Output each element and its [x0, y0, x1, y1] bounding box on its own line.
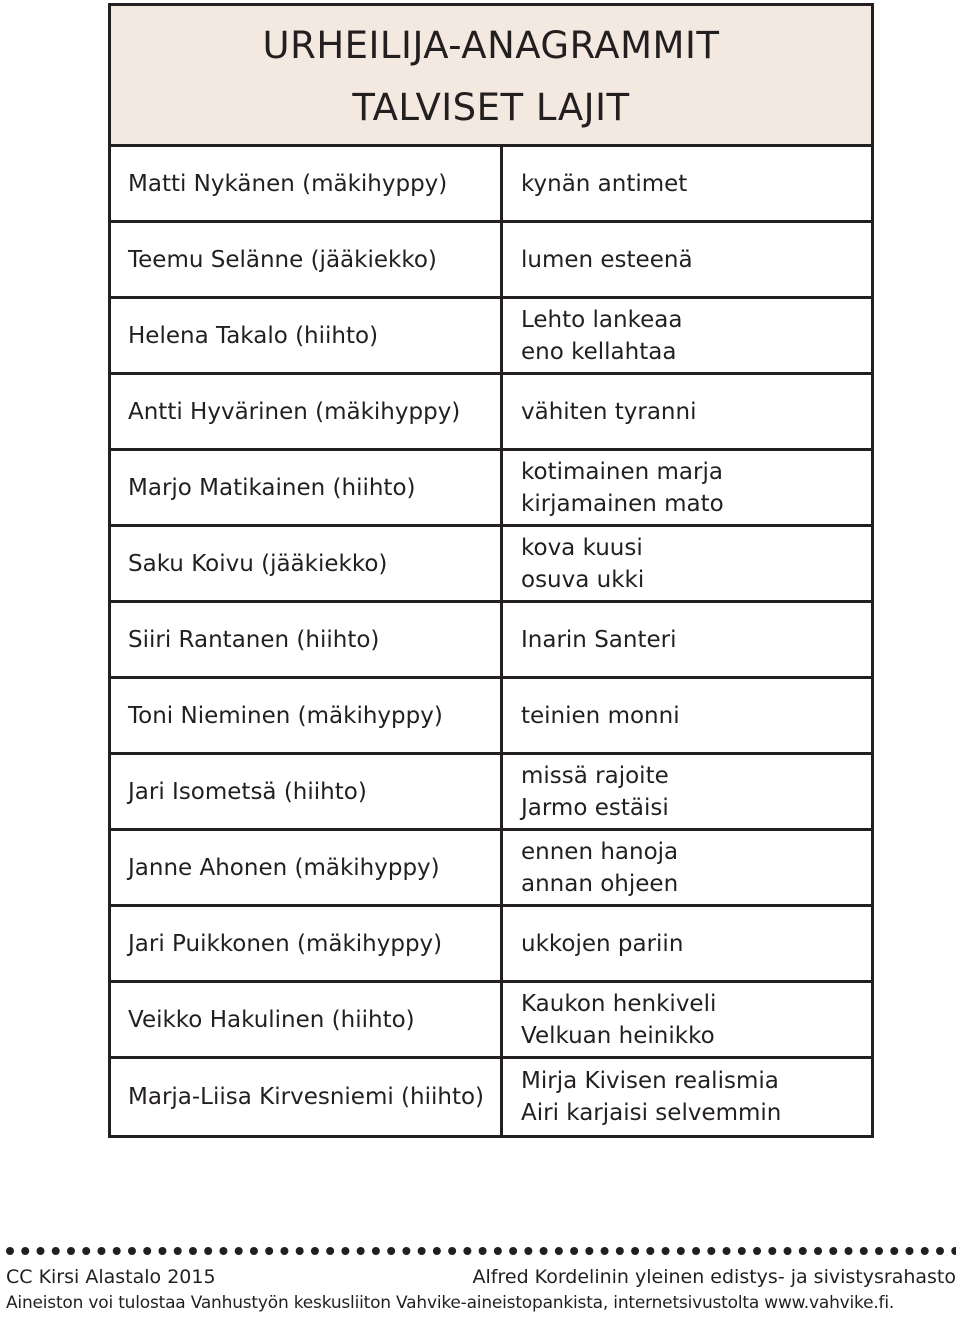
divider-dot	[296, 1247, 304, 1255]
footer-author: CC Kirsi Alastalo 2015	[6, 1266, 216, 1288]
anagram-cell	[503, 223, 871, 296]
divider-dot	[936, 1247, 944, 1255]
table-row	[111, 1059, 871, 1135]
anagram-cell	[503, 1059, 871, 1135]
footer-note: Aineiston voi tulostaa Vanhustyön keskusliiton Vahvike-aineistopankista, internetsivustolta www.vahvike.fi.	[6, 1293, 895, 1313]
table-row	[111, 603, 871, 679]
divider-dot	[6, 1247, 14, 1255]
table-row	[111, 375, 871, 451]
divider-dot	[174, 1247, 182, 1255]
divider-dot	[326, 1247, 334, 1255]
divider-dot	[341, 1247, 349, 1255]
divider-dot	[219, 1247, 227, 1255]
anagram-line: kirjamainen mato	[521, 490, 724, 517]
anagram-cell	[503, 603, 871, 676]
divider-dot	[860, 1247, 868, 1255]
divider-dot	[158, 1247, 166, 1255]
athlete-cell: Veikko Hakulinen (hiihto)	[111, 983, 503, 1056]
dotted-divider	[6, 1246, 956, 1256]
divider-dot	[829, 1247, 837, 1255]
anagram-line: ennen hanoja	[521, 838, 679, 865]
anagram-line: kotimainen marja	[521, 458, 723, 485]
divider-dot	[387, 1247, 395, 1255]
divider-dot	[677, 1247, 685, 1255]
table-row	[111, 755, 871, 831]
divider-dot	[463, 1247, 471, 1255]
divider-dot	[738, 1247, 746, 1255]
divider-dot	[784, 1247, 792, 1255]
anagram-line: osuva ukki	[521, 566, 645, 593]
anagram-line: annan ohjeen	[521, 870, 679, 897]
divider-dot	[494, 1247, 502, 1255]
divider-dot	[418, 1247, 426, 1255]
athlete-cell: Saku Koivu (jääkiekko)	[111, 527, 503, 600]
divider-dot	[402, 1247, 410, 1255]
anagram-line: eno kellahtaa	[521, 338, 677, 365]
anagram-line: kynän antimet	[521, 170, 688, 197]
anagram-cell	[503, 983, 871, 1056]
table-row	[111, 679, 871, 755]
anagram-line: lumen esteenä	[521, 246, 693, 273]
divider-dot	[448, 1247, 456, 1255]
divider-dot	[143, 1247, 151, 1255]
anagram-line: Lehto lankeaa	[521, 306, 683, 333]
anagram-line: Kaukon henkiveli	[521, 990, 717, 1017]
athlete-cell: Matti Nykänen (mäkihyppy)	[111, 147, 503, 220]
divider-dot	[357, 1247, 365, 1255]
divider-dot	[280, 1247, 288, 1255]
divider-dot	[707, 1247, 715, 1255]
divider-dot	[646, 1247, 654, 1255]
table-row	[111, 907, 871, 983]
anagram-cell	[503, 299, 871, 372]
divider-dot	[585, 1247, 593, 1255]
anagram-cell	[503, 527, 871, 600]
table-row	[111, 527, 871, 603]
divider-dot	[21, 1247, 29, 1255]
divider-dot	[509, 1247, 517, 1255]
divider-dot	[875, 1247, 883, 1255]
anagram-cell	[503, 147, 871, 220]
anagram-line: Velkuan heinikko	[521, 1022, 715, 1049]
divider-dot	[768, 1247, 776, 1255]
divider-dot	[524, 1247, 532, 1255]
athlete-cell: Janne Ahonen (mäkihyppy)	[111, 831, 503, 904]
divider-dot	[890, 1247, 898, 1255]
divider-dot	[921, 1247, 929, 1255]
anagram-cell	[503, 679, 871, 752]
table-row	[111, 299, 871, 375]
footer-funder: Alfred Kordelinin yleinen edistys- ja sivistysrahasto	[472, 1266, 956, 1288]
divider-dot	[36, 1247, 44, 1255]
table-row	[111, 831, 871, 907]
divider-dot	[311, 1247, 319, 1255]
anagram-cell	[503, 451, 871, 524]
anagram-line: Inarin Santeri	[521, 626, 677, 653]
anagram-sheet	[108, 3, 874, 1138]
divider-dot	[631, 1247, 639, 1255]
table-row	[111, 451, 871, 527]
divider-dot	[616, 1247, 624, 1255]
anagram-line: vähiten tyranni	[521, 398, 697, 425]
page-title: URHEILIJA-ANAGRAMMIT	[262, 24, 720, 67]
table-row	[111, 147, 871, 223]
divider-dot	[265, 1247, 273, 1255]
athlete-cell: Toni Nieminen (mäkihyppy)	[111, 679, 503, 752]
divider-dot	[250, 1247, 258, 1255]
divider-dot	[570, 1247, 578, 1255]
anagram-line: missä rajoite	[521, 762, 669, 789]
divider-dot	[845, 1247, 853, 1255]
athlete-cell: Teemu Selänne (jääkiekko)	[111, 223, 503, 296]
divider-dot	[67, 1247, 75, 1255]
divider-dot	[433, 1247, 441, 1255]
athlete-cell: Marjo Matikainen (hiihto)	[111, 451, 503, 524]
athlete-cell: Antti Hyvärinen (mäkihyppy)	[111, 375, 503, 448]
sheet-header	[111, 6, 871, 147]
divider-dot	[479, 1247, 487, 1255]
athlete-cell: Jari Puikkonen (mäkihyppy)	[111, 907, 503, 980]
athlete-cell: Marja-Liisa Kirvesniemi (hiihto)	[111, 1059, 503, 1135]
divider-dot	[601, 1247, 609, 1255]
divider-dot	[128, 1247, 136, 1255]
divider-dot	[906, 1247, 914, 1255]
divider-dot	[113, 1247, 121, 1255]
athlete-cell: Helena Takalo (hiihto)	[111, 299, 503, 372]
anagram-cell	[503, 907, 871, 980]
divider-dot	[204, 1247, 212, 1255]
divider-dot	[555, 1247, 563, 1255]
anagram-line: kova kuusi	[521, 534, 643, 561]
divider-dot	[189, 1247, 197, 1255]
divider-dot	[540, 1247, 548, 1255]
anagram-line: ukkojen pariin	[521, 930, 684, 957]
athlete-cell: Siiri Rantanen (hiihto)	[111, 603, 503, 676]
divider-dot	[753, 1247, 761, 1255]
table-row	[111, 983, 871, 1059]
anagram-line: Mirja Kivisen realismia	[521, 1068, 779, 1094]
anagram-line: teinien monni	[521, 702, 680, 729]
page-subtitle: TALVISET LAJIT	[352, 86, 630, 129]
divider-dot	[82, 1247, 90, 1255]
divider-dot	[951, 1247, 956, 1255]
athlete-cell: Jari Isometsä (hiihto)	[111, 755, 503, 828]
divider-dot	[814, 1247, 822, 1255]
anagram-table	[111, 147, 871, 1135]
divider-dot	[97, 1247, 105, 1255]
anagram-line: Jarmo estäisi	[521, 794, 669, 821]
anagram-cell	[503, 375, 871, 448]
divider-dot	[372, 1247, 380, 1255]
anagram-cell	[503, 755, 871, 828]
anagram-cell	[503, 831, 871, 904]
divider-dot	[692, 1247, 700, 1255]
divider-dot	[723, 1247, 731, 1255]
divider-dot	[235, 1247, 243, 1255]
anagram-line: Airi karjaisi selvemmin	[521, 1100, 782, 1126]
divider-dot	[52, 1247, 60, 1255]
divider-dot	[662, 1247, 670, 1255]
table-row	[111, 223, 871, 299]
divider-dot	[799, 1247, 807, 1255]
